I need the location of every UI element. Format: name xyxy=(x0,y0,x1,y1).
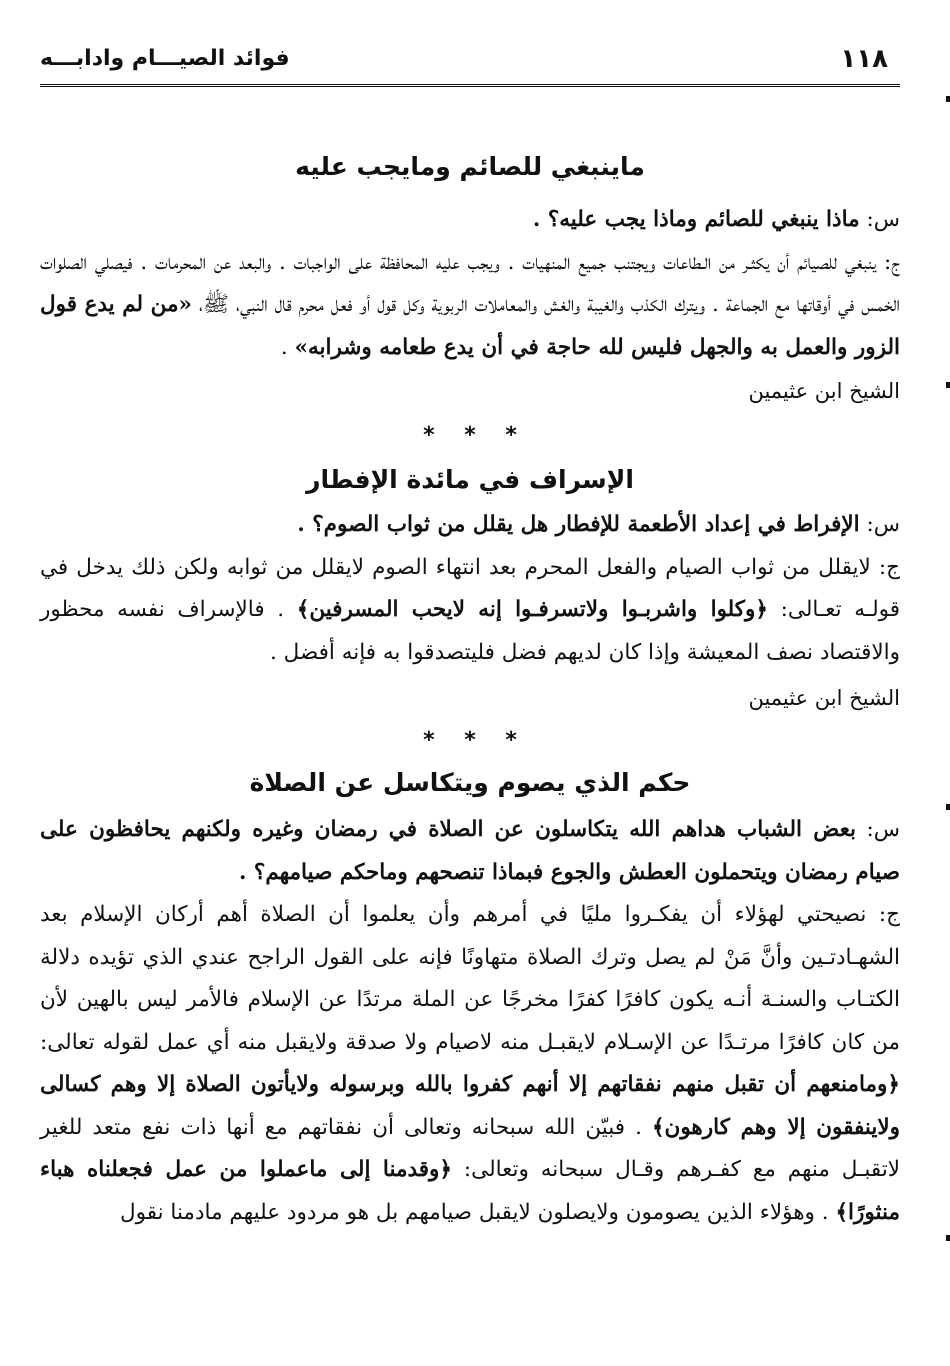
answer-text: ينبغي للصيائم أن يكثـر من الـطاعات ويجتنب جميع المنهيات . ويجب عليه المحافظة على الواجبات . والبعد عن المحرمات . فيصلي الصلوات الخمس في أوقاتها مع الجماعة . ويترك الكذب والغيبة والغش والمعاملات الربوية وكل قول أو فعل محرم قال النبي، ﷺ، xyxy=(40,249,900,317)
answer-paragraph xyxy=(40,547,900,675)
section-3 xyxy=(40,768,900,1234)
answer-prefix: ج: xyxy=(878,902,900,927)
question-prefix: س: xyxy=(866,817,900,842)
hadith-quote: «من لم يدع قول الزور والعمل به والجهل فليس لله حاجة في أن يدع طعامه وشرابه» xyxy=(40,292,900,360)
answer-text: . وهؤلاء الذين يصومون ولايصلون لايقبل صيامهم بل هو مردود عليهم مادمنا نقول xyxy=(119,1199,829,1225)
source-attribution: الشيخ ابن عثيمين xyxy=(748,686,900,710)
quran-verse: ﴿ومامنعهم أن تقبل منهم نفقاتهم إلا أنهم كفروا بالله وبرسوله ولايأتون الصلاة إلا وهم كسالى ولاينفقون إلا وهم كارهون﴾ xyxy=(40,1072,900,1140)
section-divider: * * * xyxy=(423,728,517,753)
question-paragraph xyxy=(40,504,900,547)
section-2 xyxy=(40,465,900,718)
section-title: حكم الذي يصوم ويتكاسل عن الصلاة xyxy=(249,768,691,797)
question-text: ماذا ينبغي للصائم وماذا يجب عليه؟ . xyxy=(532,207,860,232)
page-number: ١١٨ xyxy=(840,44,888,74)
answer-paragraph xyxy=(40,242,900,370)
margin-mark-lower xyxy=(946,804,950,810)
question-prefix: س: xyxy=(866,207,900,232)
question-prefix: س: xyxy=(866,512,900,537)
margin-mark-top xyxy=(946,96,950,102)
section-divider: * * * xyxy=(423,423,517,448)
document-page xyxy=(40,40,900,1340)
answer-text: لايقلل من ثواب الصيام والفعل المحرم بعد انتهاء الصوم لايقلل من ثوابه ولكن ذلك يدخل في قولـه تعـالى: xyxy=(40,554,900,622)
section-title: الإسراف في مائدة الإفطار xyxy=(306,465,634,494)
margin-mark-bottom xyxy=(946,1235,950,1241)
question-paragraph xyxy=(40,809,900,894)
answer-text: . فبيّن الله سبحانه وتعالى أن نفقاتهم مع أنها ذات نفع متعد للغير لاتقبـل منهم مع كفـرهم وقـال سبحانه وتعالى: xyxy=(40,1114,900,1182)
question-text: بعض الشباب هداهم الله يتكاسلون عن الصلاة في رمضان وغيره ولكنهم يحافظون على صيام رمضان ويتحملون العطش والجوع فبماذا تنصحهم وماحكم صيامهم؟ . xyxy=(40,817,900,885)
section-title: ماينبغي للصائم ومايجب عليه xyxy=(295,152,645,181)
page-header xyxy=(40,40,900,87)
question-text: الإفراط في إعداد الأطعمة للإفطار هل يقلل من ثواب الصوم؟ . xyxy=(297,512,860,537)
book-title: فوائد الصيـــام وادابـــه xyxy=(40,46,290,71)
margin-mark-middle xyxy=(946,382,950,388)
answer-paragraph xyxy=(40,894,900,1234)
answer-prefix: ج: xyxy=(884,249,900,275)
answer-end: . فالإسراف نفسه محظور والاقتصاد نصف المعيشة وإذا كان لديهم فضل فليتصدقوا به فإنه أفضل . xyxy=(40,597,900,665)
answer-prefix: ج: xyxy=(878,554,900,580)
quran-verse: ﴿وكلوا واشربـوا ولاتسرفـوا إنه لايحب المسرفين﴾ xyxy=(296,597,769,622)
source-attribution: الشيخ ابن عثيمين xyxy=(748,379,900,403)
quran-verse: ﴿وقدمنا إلى ماعملوا من عمل فجعلناه هباء منثورًا﴾ xyxy=(40,1157,900,1225)
section-1 xyxy=(40,152,900,411)
answer-text: نصيحتي لهؤلاء أن يفكـروا مليًا في أمرهم وأن يعلموا أن الصلاة أهم أركان الإسلام بعد الشهـادتـين وأنَّ مَنْ لم يصل وترك الصلاة متهاونًا فإنه على القول الراجح عندي الذي تؤيده دلالة الكتـاب والسنـة أنـه يكون كافرًا كفرًا مخرجًا عن الملة مرتدًا عن الإسلام فالأمر ليس بالهين لأن من كان كافرًا مرتـدًا عن الإسـلام لايقبـل منه لاصيام ولا صدقة ولايقبل منه أي عمل لقوله تعالى: xyxy=(40,902,900,1055)
question-paragraph xyxy=(40,199,900,242)
answer-end: . xyxy=(280,334,288,360)
